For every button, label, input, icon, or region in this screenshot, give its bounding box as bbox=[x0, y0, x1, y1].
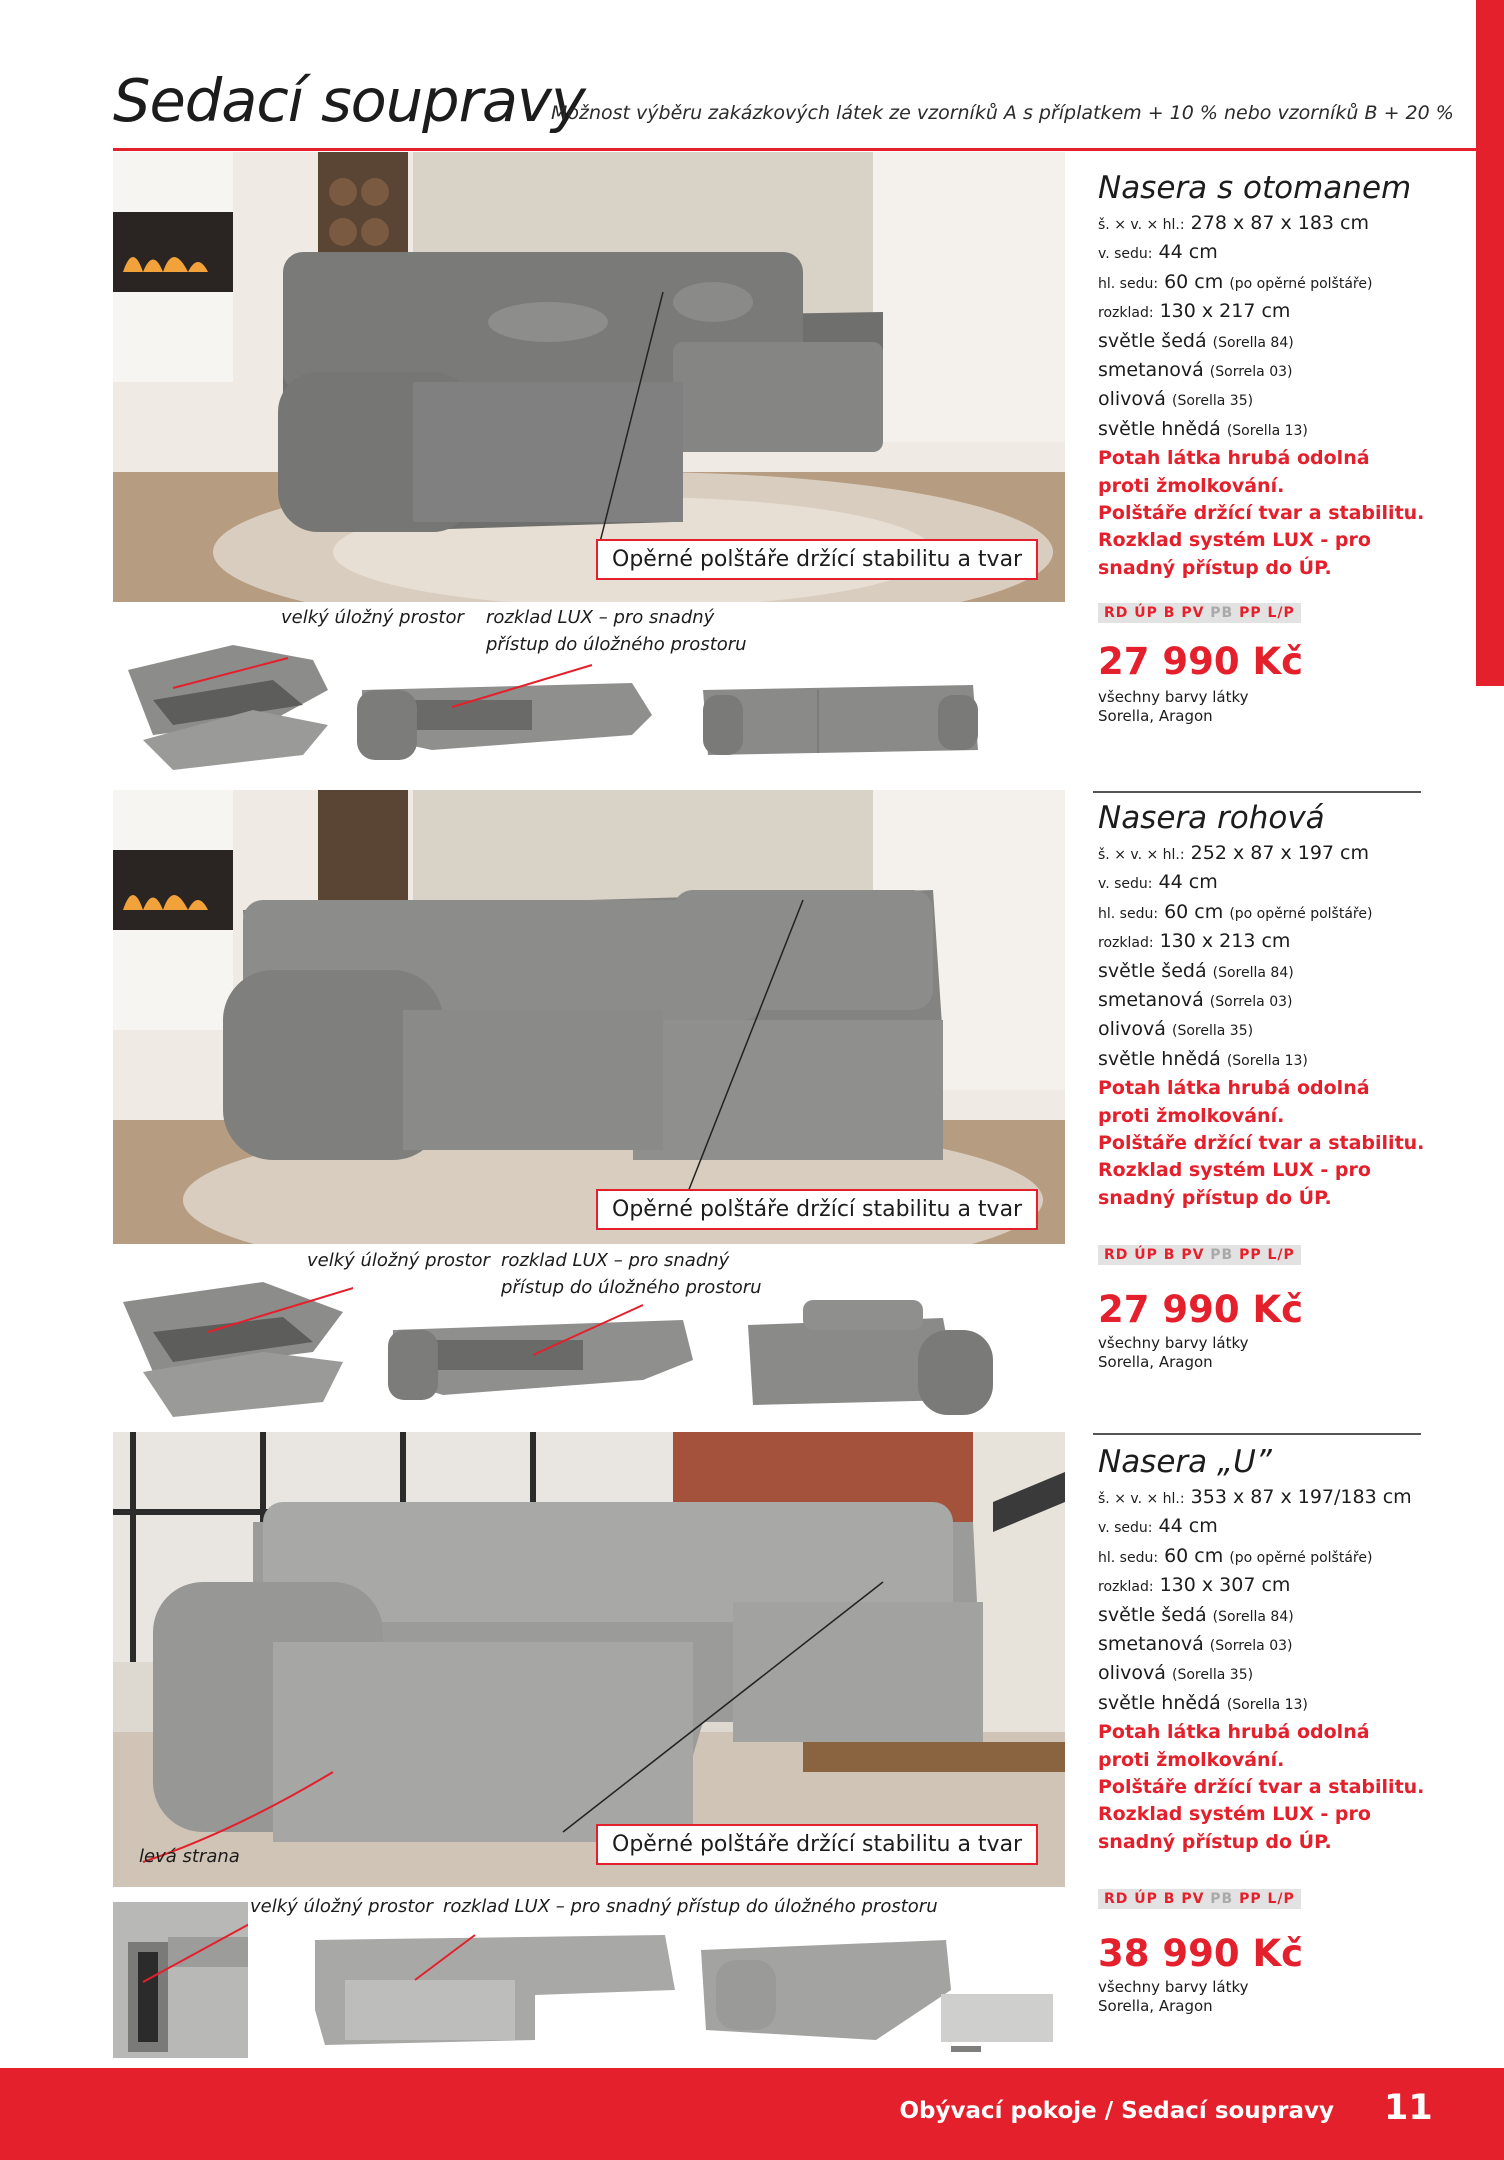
feature-line: Potah látka hrubá odolná bbox=[1098, 1077, 1370, 1100]
thumb-back-view bbox=[698, 655, 980, 780]
feature-badges bbox=[1098, 1889, 1301, 1909]
spec-dimensions-label: š. × v. × hl.: bbox=[1098, 217, 1185, 233]
header-rule bbox=[113, 148, 1476, 151]
spec-seat-depth-value: 60 cm bbox=[1164, 900, 1224, 923]
spec-bed-label: rozklad: bbox=[1098, 305, 1154, 322]
color-option bbox=[1098, 1016, 1420, 1045]
color-code: (Sorrela 03) bbox=[1209, 994, 1293, 1011]
color-option bbox=[1098, 386, 1420, 415]
color-option bbox=[1098, 357, 1420, 386]
spec-seat-height-label: v. sedu: bbox=[1098, 246, 1153, 263]
badge-group-b: PB bbox=[1210, 1891, 1234, 1907]
spec-bed bbox=[1098, 298, 1420, 327]
feature-line: Rozklad systém LUX - pro bbox=[1098, 1803, 1371, 1826]
badge-group-b: PB bbox=[1210, 605, 1234, 621]
feature-line: Polštáře držící tvar a stabilitu. bbox=[1098, 1776, 1425, 1799]
callout-pillows: Opěrné polštáře držící stabilitu a tvar bbox=[596, 1189, 1038, 1230]
spec-seat-depth-note: (po opěrné polštáře) bbox=[1229, 1549, 1373, 1566]
product-divider bbox=[1093, 791, 1421, 793]
spec-seat-depth bbox=[1098, 1543, 1420, 1572]
page-title: Sedací soupravy bbox=[113, 66, 585, 135]
badge-group-c: PP L/P bbox=[1239, 605, 1295, 621]
spec-dimensions bbox=[1098, 1484, 1420, 1513]
spec-seat-height bbox=[1098, 869, 1420, 898]
caption-storage: velký úložný prostor bbox=[307, 1250, 490, 1271]
spec-seat-height-label: v. sedu: bbox=[1098, 876, 1153, 893]
spec-bed bbox=[1098, 1572, 1420, 1601]
caption-lux-line2: přístup do úložného prostoru bbox=[486, 634, 747, 655]
product-divider bbox=[1093, 1433, 1421, 1435]
spec-dimensions-value: 278 x 87 x 183 cm bbox=[1190, 212, 1369, 234]
color-option bbox=[1098, 1690, 1420, 1719]
caption-lux-line2: přístup do úložného prostoru bbox=[501, 1277, 762, 1298]
spec-dimensions-label: š. × v. × hl.: bbox=[1098, 1491, 1185, 1507]
thumb-storage-open bbox=[113, 630, 338, 780]
callout-pillows: Opěrné polštáře držící stabilitu a tvar bbox=[596, 539, 1038, 580]
color-option bbox=[1098, 1660, 1420, 1689]
color-name: světle hnědá bbox=[1098, 417, 1221, 440]
spec-bed bbox=[1098, 928, 1420, 957]
product-photo-nasera-otoman bbox=[113, 152, 1065, 602]
spec-bed-value: 130 x 217 cm bbox=[1159, 300, 1291, 323]
feature-line: Potah látka hrubá odolná bbox=[1098, 447, 1370, 470]
product-photo-nasera-rohova bbox=[113, 790, 1065, 1244]
price-note-1: všechny barvy látky bbox=[1098, 688, 1249, 706]
badge-group-a: RD ÚP B PV bbox=[1104, 605, 1205, 621]
color-option bbox=[1098, 1046, 1420, 1075]
spec-bed-label: rozklad: bbox=[1098, 935, 1154, 952]
thumb-lux-open bbox=[383, 1300, 698, 1422]
product-price: 27 990 Kč bbox=[1098, 640, 1304, 683]
caption-lux: rozklad LUX – pro snadný přístup do úložného prostoru bbox=[443, 1896, 938, 1917]
product-name: Nasera s otomanem bbox=[1098, 170, 1412, 206]
product-photo-nasera-u bbox=[113, 1432, 1065, 1887]
spec-seat-height-label: v. sedu: bbox=[1098, 1520, 1153, 1537]
spec-seat-depth-label: hl. sedu: bbox=[1098, 1549, 1159, 1566]
product-name: Nasera „U” bbox=[1098, 1444, 1272, 1480]
spec-dimensions-label: š. × v. × hl.: bbox=[1098, 847, 1185, 863]
price-note-2: Sorella, Aragon bbox=[1098, 1997, 1213, 2015]
spec-bed-label: rozklad: bbox=[1098, 1579, 1154, 1596]
feature-line: proti žmolkování. bbox=[1098, 474, 1285, 497]
spec-seat-depth bbox=[1098, 899, 1420, 928]
color-option bbox=[1098, 1631, 1420, 1660]
color-name: světle šedá bbox=[1098, 1603, 1207, 1626]
color-code: (Sorella 13) bbox=[1226, 422, 1308, 439]
page-header bbox=[113, 60, 1473, 150]
color-option bbox=[1098, 987, 1420, 1016]
thumb-storage-open bbox=[113, 1902, 248, 2058]
price-note-1: všechny barvy látky bbox=[1098, 1334, 1249, 1352]
specs-nasera-otoman bbox=[1098, 166, 1425, 582]
color-code: (Sorella 84) bbox=[1212, 334, 1294, 351]
thumb-back-view bbox=[743, 1290, 995, 1422]
product-name: Nasera rohová bbox=[1098, 800, 1325, 836]
color-name: smetanová bbox=[1098, 989, 1204, 1012]
feature-line: Rozklad systém LUX - pro bbox=[1098, 529, 1371, 552]
color-name: světle hnědá bbox=[1098, 1691, 1221, 1714]
color-name: olivová bbox=[1098, 1662, 1166, 1685]
spec-bed-value: 130 x 213 cm bbox=[1159, 930, 1291, 953]
color-name: olivová bbox=[1098, 388, 1166, 411]
feature-line: proti žmolkování. bbox=[1098, 1104, 1285, 1127]
spec-seat-height bbox=[1098, 1513, 1420, 1542]
feature-line: Potah látka hrubá odolná bbox=[1098, 1721, 1370, 1744]
specs-nasera-rohova bbox=[1098, 796, 1425, 1212]
spec-seat-depth-note: (po opěrné polštáře) bbox=[1229, 905, 1373, 922]
color-code: (Sorella 35) bbox=[1172, 393, 1254, 410]
page-number: 11 bbox=[1384, 2088, 1433, 2128]
color-name: světle hnědá bbox=[1098, 1047, 1221, 1070]
thumb-storage-open bbox=[113, 1272, 353, 1422]
feature-line: Polštáře držící tvar a stabilitu. bbox=[1098, 502, 1425, 525]
color-name: světle šedá bbox=[1098, 959, 1207, 982]
color-option bbox=[1098, 958, 1420, 987]
thumb-back-view bbox=[696, 1930, 954, 2058]
badge-group-a: RD ÚP B PV bbox=[1104, 1247, 1205, 1263]
spec-seat-depth bbox=[1098, 269, 1420, 298]
badge-group-a: RD ÚP B PV bbox=[1104, 1891, 1205, 1907]
product-price: 27 990 Kč bbox=[1098, 1288, 1304, 1331]
price-note-2: Sorella, Aragon bbox=[1098, 1353, 1213, 1371]
caption-storage: velký úložný prostor bbox=[250, 1896, 433, 1917]
spec-dimensions bbox=[1098, 210, 1420, 239]
thumb-fabric-swatch bbox=[941, 1994, 1053, 2058]
color-code: (Sorella 35) bbox=[1172, 1667, 1254, 1684]
color-name: smetanová bbox=[1098, 359, 1204, 382]
thumb-lux-open bbox=[305, 1930, 678, 2058]
color-option bbox=[1098, 328, 1420, 357]
color-code: (Sorella 84) bbox=[1212, 964, 1294, 981]
feature-badges bbox=[1098, 1245, 1301, 1265]
caption-lux-line1: rozklad LUX – pro snadný bbox=[501, 1250, 730, 1271]
spec-bed-value: 130 x 307 cm bbox=[1159, 1574, 1291, 1597]
price-note-1: všechny barvy látky bbox=[1098, 1978, 1249, 1996]
color-code: (Sorella 84) bbox=[1212, 1608, 1294, 1625]
spec-seat-depth-value: 60 cm bbox=[1164, 270, 1224, 293]
caption-left-side: levá strana bbox=[139, 1846, 240, 1867]
price-note-2: Sorella, Aragon bbox=[1098, 707, 1213, 725]
color-code: (Sorella 13) bbox=[1226, 1696, 1308, 1713]
spec-seat-depth-label: hl. sedu: bbox=[1098, 905, 1159, 922]
spec-dimensions-value: 252 x 87 x 197 cm bbox=[1190, 842, 1369, 864]
footer-section-label: Obývací pokoje / Sedací soupravy bbox=[899, 2098, 1334, 2124]
spec-seat-height-value: 44 cm bbox=[1158, 1515, 1218, 1538]
color-option bbox=[1098, 416, 1420, 445]
spec-dimensions bbox=[1098, 840, 1420, 869]
feature-line: Polštáře držící tvar a stabilitu. bbox=[1098, 1132, 1425, 1155]
color-name: světle šedá bbox=[1098, 329, 1207, 352]
caption-storage: velký úložný prostor bbox=[281, 607, 464, 628]
feature-line: snadný přístup do ÚP. bbox=[1098, 1186, 1332, 1209]
feature-line: snadný přístup do ÚP. bbox=[1098, 1830, 1332, 1853]
badge-group-c: PP L/P bbox=[1239, 1247, 1295, 1263]
caption-lux-line1: rozklad LUX – pro snadný bbox=[486, 607, 715, 628]
color-name: olivová bbox=[1098, 1018, 1166, 1041]
page-subtitle: Možnost výběru zakázkových látek ze vzorníků A s příplatkem + 10 % nebo vzorníků B + 20 % bbox=[551, 102, 1454, 124]
page-footer bbox=[0, 2068, 1504, 2160]
badge-group-b: PB bbox=[1210, 1247, 1234, 1263]
specs-nasera-u bbox=[1098, 1440, 1425, 1856]
feature-line: proti žmolkování. bbox=[1098, 1748, 1285, 1771]
color-code: (Sorella 35) bbox=[1172, 1023, 1254, 1040]
badge-group-c: PP L/P bbox=[1239, 1891, 1295, 1907]
feature-line: Rozklad systém LUX - pro bbox=[1098, 1159, 1371, 1182]
color-code: (Sorrela 03) bbox=[1209, 1638, 1293, 1655]
spec-dimensions-value: 353 x 87 x 197/183 cm bbox=[1190, 1486, 1412, 1508]
spec-seat-depth-value: 60 cm bbox=[1164, 1544, 1224, 1567]
spec-seat-height-value: 44 cm bbox=[1158, 871, 1218, 894]
callout-pillows: Opěrné polštáře držící stabilitu a tvar bbox=[596, 1824, 1038, 1865]
feature-badges bbox=[1098, 603, 1301, 623]
color-name: smetanová bbox=[1098, 1633, 1204, 1656]
spec-seat-depth-note: (po opěrné polštáře) bbox=[1229, 275, 1373, 292]
spec-seat-height bbox=[1098, 239, 1420, 268]
feature-line: snadný přístup do ÚP. bbox=[1098, 556, 1332, 579]
side-tab-marker bbox=[1476, 0, 1504, 686]
product-price: 38 990 Kč bbox=[1098, 1932, 1304, 1975]
spec-seat-depth-label: hl. sedu: bbox=[1098, 275, 1159, 292]
spec-seat-height-value: 44 cm bbox=[1158, 241, 1218, 264]
color-code: (Sorella 13) bbox=[1226, 1052, 1308, 1069]
color-code: (Sorrela 03) bbox=[1209, 364, 1293, 381]
thumb-lux-open bbox=[352, 655, 652, 780]
color-option bbox=[1098, 1602, 1420, 1631]
